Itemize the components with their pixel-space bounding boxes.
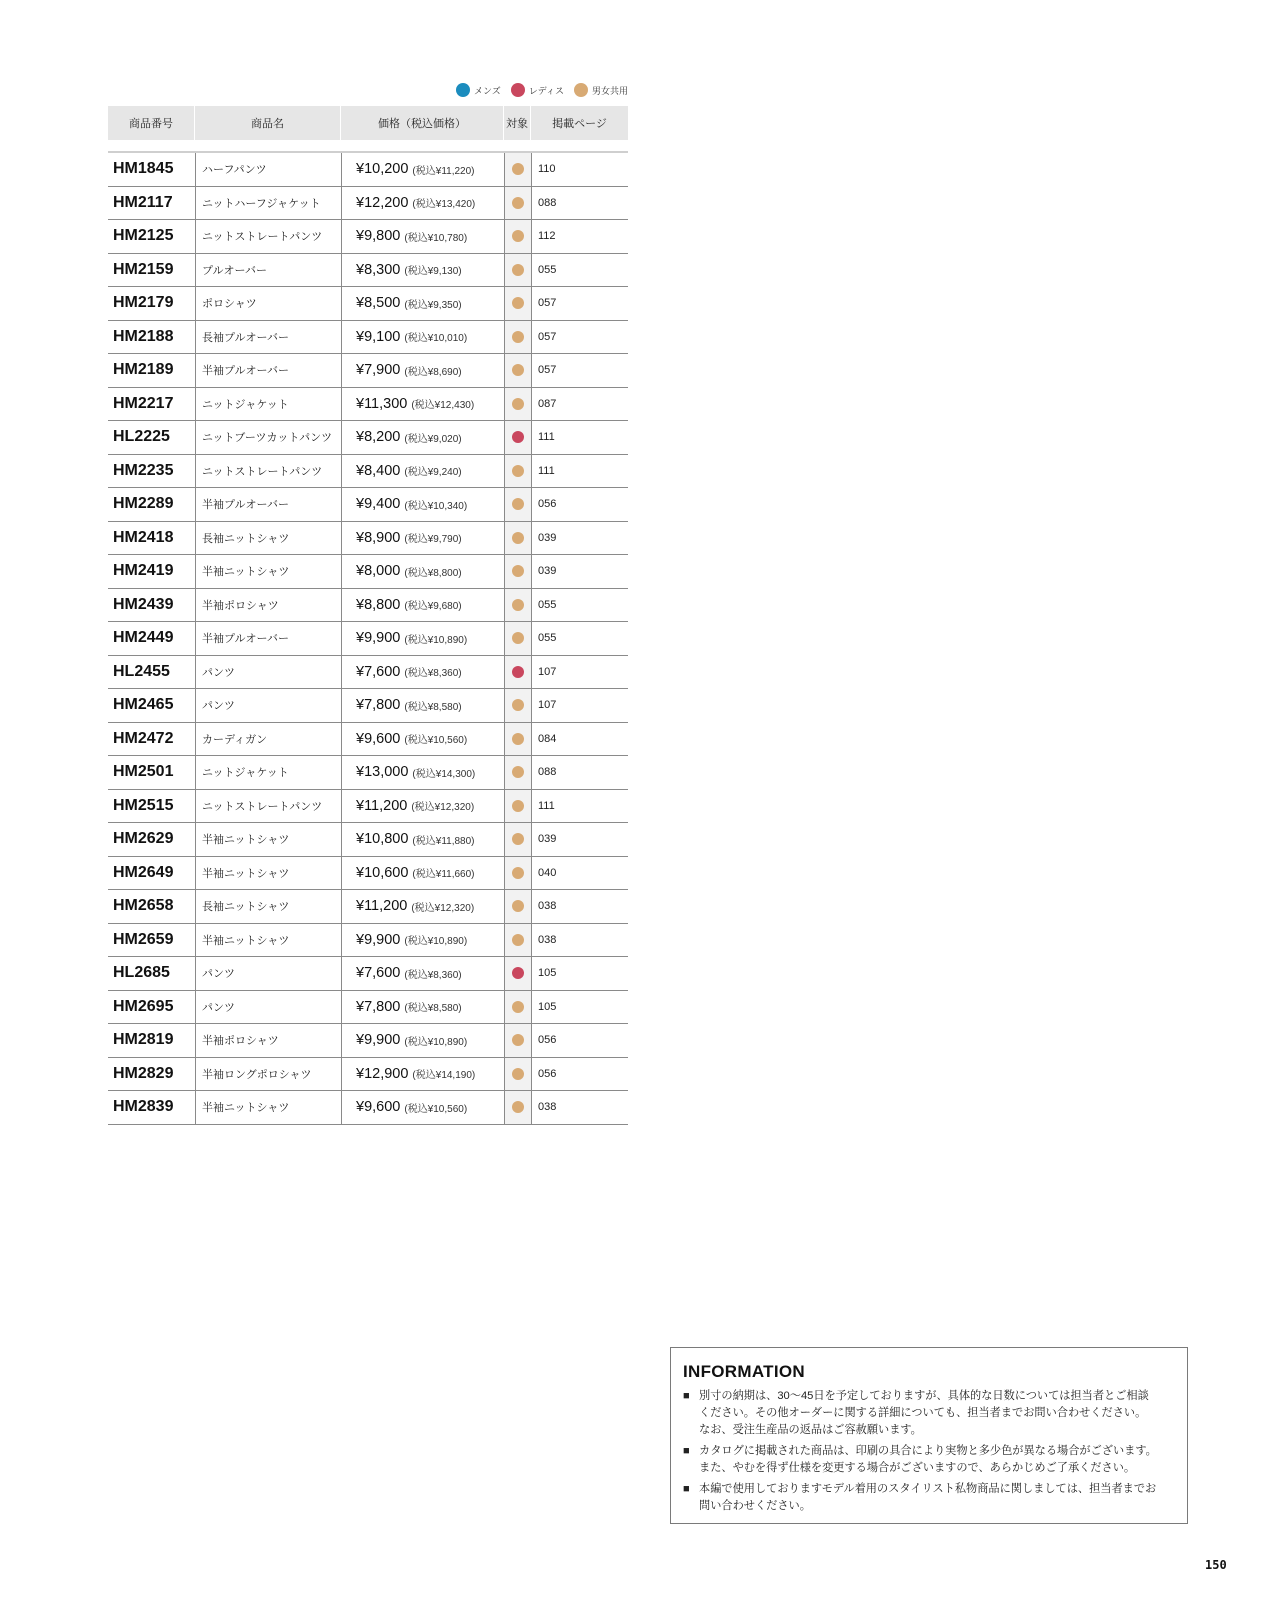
product-name: ニットハーフジャケット [195, 187, 341, 220]
price-value: ¥9,600 [356, 1099, 401, 1116]
information-text: カタログに掲載された商品は、印刷の具合により実物と多少色が異なる場合がございます。 また、やむを得ず仕様を変更する場合がございますので、あらかじめご了承ください。 [699, 1445, 1157, 1474]
target-unisex-dot [512, 297, 524, 309]
table-row [108, 589, 628, 623]
price-value: ¥9,800 [356, 228, 401, 245]
price-value: ¥7,600 [356, 663, 401, 680]
target-cell [504, 555, 531, 588]
price-value: ¥8,400 [356, 462, 401, 479]
target-unisex-dot [512, 1034, 524, 1046]
target-cell [504, 723, 531, 756]
target-unisex-dot [512, 900, 524, 912]
product-code: HM2501 [113, 763, 174, 781]
target-cell [504, 522, 531, 555]
price-value: ¥11,200 [356, 797, 408, 814]
legend-dot-mens [456, 83, 470, 97]
target-unisex-dot [512, 163, 524, 175]
information-title: INFORMATION [683, 1362, 805, 1381]
target-unisex-dot [512, 733, 524, 745]
target-unisex-dot [512, 498, 524, 510]
product-name: 半袖ポロシャツ [195, 1024, 341, 1057]
product-code: HM2449 [113, 629, 174, 647]
product-price [341, 555, 504, 588]
table-row [108, 321, 628, 355]
table-row [108, 254, 628, 288]
price-value: ¥10,600 [356, 864, 409, 881]
product-name: カーディガン [195, 723, 341, 756]
price-tax-included: (税込¥9,790) [404, 534, 462, 546]
price-value: ¥11,200 [356, 898, 408, 915]
product-name: ニットブーツカットパンツ [195, 421, 341, 454]
price-tax-included: (税込¥10,890) [404, 936, 468, 948]
product-name: 長袖ニットシャツ [195, 890, 341, 923]
square-bullet-icon: ■ [683, 1445, 690, 1457]
product-table [108, 106, 628, 1125]
price-tax-included: (税込¥10,890) [404, 634, 468, 646]
table-row [108, 388, 628, 422]
product-name: 長袖ニットシャツ [195, 522, 341, 555]
target-cell [504, 589, 531, 622]
table-body [108, 153, 628, 1125]
catalog-page: 038 [531, 1091, 628, 1124]
catalog-page: 057 [531, 321, 628, 354]
catalog-page: 111 [531, 455, 628, 488]
product-name: ニットストレートパンツ [195, 220, 341, 253]
catalog-page: 111 [531, 421, 628, 454]
table-row [108, 1058, 628, 1092]
catalog-page: 057 [531, 354, 628, 387]
product-code: HM2829 [113, 1064, 174, 1082]
legend-label: メンズ [473, 85, 501, 96]
information-box [670, 1347, 1188, 1524]
target-cell [504, 455, 531, 488]
product-price [341, 890, 504, 923]
information-text: 別寸の納期は、30〜45日を予定しておりますが、具体的な日数については担当者とご相談 ください。その他オーダーに関する詳細についても、担当者までお問い合わせください。 なお、受注生産品の返品はご容赦願います。 [699, 1390, 1149, 1436]
product-name: ニットジャケット [195, 388, 341, 421]
catalog-page: 056 [531, 488, 628, 521]
target-cell [504, 790, 531, 823]
price-value: ¥8,300 [356, 261, 401, 278]
target-cell [504, 890, 531, 923]
product-price [341, 1024, 504, 1057]
product-price [341, 287, 504, 320]
target-unisex-dot [512, 934, 524, 946]
price-value: ¥9,100 [356, 328, 401, 345]
target-legend [458, 82, 628, 98]
catalog-page: 107 [531, 656, 628, 689]
price-tax-included: (税込¥10,010) [404, 333, 468, 345]
product-code: HM2235 [113, 461, 174, 479]
product-name: 半袖ポロシャツ [195, 589, 341, 622]
price-value: ¥9,900 [356, 630, 401, 647]
product-price [341, 756, 504, 789]
product-name: 半袖ニットシャツ [195, 823, 341, 856]
information-text: 本編で使用しておりますモデル着用のスタイリスト私物商品に関しましては、担当者までお 問い合わせください。 [699, 1483, 1157, 1512]
price-tax-included: (税込¥11,660) [412, 869, 475, 881]
price-value: ¥12,200 [356, 194, 409, 211]
price-tax-included: (税込¥12,320) [411, 802, 475, 814]
price-value: ¥8,200 [356, 429, 401, 446]
product-price [341, 421, 504, 454]
product-name: 半袖プルオーバー [195, 622, 341, 655]
table-row [108, 857, 628, 891]
price-tax-included: (税込¥8,690) [404, 366, 462, 378]
product-price [341, 991, 504, 1024]
price-tax-included: (税込¥9,240) [404, 467, 462, 479]
legend-label: レディス [528, 85, 564, 96]
legend-dot-unisex [574, 83, 588, 97]
product-name: ニットジャケット [195, 756, 341, 789]
header-page: 掲載ページ [531, 106, 628, 140]
information-item [683, 1481, 1175, 1515]
target-unisex-dot [512, 599, 524, 611]
target-cell [504, 1024, 531, 1057]
product-name: パンツ [195, 957, 341, 990]
price-value: ¥9,900 [356, 1032, 401, 1049]
product-code: HM2217 [113, 394, 174, 412]
table-row [108, 723, 628, 757]
product-code: HM2659 [113, 930, 174, 948]
target-cell [504, 1058, 531, 1091]
price-tax-included: (税込¥11,880) [412, 835, 475, 847]
table-row [108, 187, 628, 221]
product-name: ハーフパンツ [195, 153, 341, 186]
catalog-page: 055 [531, 589, 628, 622]
target-cell [504, 622, 531, 655]
target-unisex-dot [512, 264, 524, 276]
table-row [108, 991, 628, 1025]
target-cell [504, 388, 531, 421]
product-code: HM2418 [113, 528, 174, 546]
catalog-page: 038 [531, 890, 628, 923]
product-code: HM2159 [113, 260, 174, 278]
product-price [341, 488, 504, 521]
page-number: 150 [1205, 1558, 1227, 1572]
target-cell [504, 187, 531, 220]
product-price [341, 656, 504, 689]
target-unisex-dot [512, 1101, 524, 1113]
catalog-page: 039 [531, 555, 628, 588]
product-name: 半袖ニットシャツ [195, 1091, 341, 1124]
target-ladies-dot [512, 967, 524, 979]
price-tax-included: (税込¥8,800) [404, 567, 462, 579]
price-tax-included: (税込¥12,430) [411, 400, 475, 412]
square-bullet-icon: ■ [683, 1390, 690, 1402]
table-row [108, 656, 628, 690]
target-unisex-dot [512, 230, 524, 242]
target-cell [504, 823, 531, 856]
information-item [683, 1388, 1175, 1439]
target-unisex-dot [512, 1001, 524, 1013]
catalog-page: 039 [531, 823, 628, 856]
catalog-page: 057 [531, 287, 628, 320]
catalog-page: 111 [531, 790, 628, 823]
product-name: パンツ [195, 991, 341, 1024]
target-unisex-dot [512, 398, 524, 410]
legend-item-mens [456, 83, 501, 97]
product-code: HM2649 [113, 863, 174, 881]
table-row [108, 522, 628, 556]
product-code: HM2472 [113, 729, 174, 747]
product-name: 半袖ロングポロシャツ [195, 1058, 341, 1091]
price-value: ¥8,900 [356, 529, 401, 546]
table-row [108, 756, 628, 790]
product-code: HM2658 [113, 897, 174, 915]
price-tax-included: (税込¥14,190) [412, 1070, 476, 1082]
price-tax-included: (税込¥13,420) [412, 199, 476, 211]
catalog-page: 084 [531, 723, 628, 756]
product-price [341, 388, 504, 421]
product-code: HM2465 [113, 696, 174, 714]
catalog-page: 110 [531, 153, 628, 186]
product-name: パンツ [195, 689, 341, 722]
target-cell [504, 1091, 531, 1124]
table-row [108, 689, 628, 723]
product-price [341, 790, 504, 823]
product-name: 半袖ニットシャツ [195, 555, 341, 588]
price-value: ¥13,000 [356, 764, 409, 781]
table-row [108, 287, 628, 321]
table-row [108, 1091, 628, 1125]
header-target: 対象 [504, 106, 531, 140]
product-price [341, 220, 504, 253]
catalog-page: 055 [531, 254, 628, 287]
product-code: HM2439 [113, 595, 174, 613]
legend-dot-ladies [511, 83, 525, 97]
product-price [341, 589, 504, 622]
target-cell [504, 857, 531, 890]
target-cell [504, 153, 531, 186]
price-value: ¥8,800 [356, 596, 401, 613]
target-cell [504, 991, 531, 1024]
target-unisex-dot [512, 632, 524, 644]
target-unisex-dot [512, 565, 524, 577]
target-unisex-dot [512, 197, 524, 209]
product-code: HL2455 [113, 662, 170, 680]
header-name: 商品名 [195, 106, 341, 140]
product-name: ニットストレートパンツ [195, 790, 341, 823]
price-tax-included: (税込¥14,300) [412, 768, 476, 780]
target-unisex-dot [512, 766, 524, 778]
product-code: HM2125 [113, 227, 174, 245]
target-cell [504, 321, 531, 354]
catalog-page: 112 [531, 220, 628, 253]
price-tax-included: (税込¥10,890) [404, 1036, 468, 1048]
catalog-page: 056 [531, 1058, 628, 1091]
product-name: 半袖プルオーバー [195, 354, 341, 387]
table-row [108, 790, 628, 824]
table-row [108, 924, 628, 958]
catalog-page: 088 [531, 187, 628, 220]
catalog-page: 056 [531, 1024, 628, 1057]
price-tax-included: (税込¥10,340) [404, 500, 468, 512]
table-row [108, 622, 628, 656]
price-value: ¥7,900 [356, 362, 401, 379]
product-name: 半袖ニットシャツ [195, 924, 341, 957]
legend-item-ladies [511, 83, 564, 97]
header-price: 価格（税込価格） [341, 106, 504, 140]
price-tax-included: (税込¥12,320) [411, 902, 475, 914]
product-code: HM2419 [113, 562, 174, 580]
target-unisex-dot [512, 465, 524, 477]
table-row [108, 455, 628, 489]
product-code: HM2117 [113, 193, 173, 211]
square-bullet-icon: ■ [683, 1483, 690, 1495]
price-tax-included: (税込¥9,020) [404, 433, 462, 445]
catalog-page: 105 [531, 957, 628, 990]
product-name: パンツ [195, 656, 341, 689]
product-code: HM2188 [113, 327, 174, 345]
price-tax-included: (税込¥8,360) [404, 668, 462, 680]
price-tax-included: (税込¥8,360) [404, 969, 462, 981]
price-value: ¥9,400 [356, 496, 401, 513]
product-price [341, 1091, 504, 1124]
target-unisex-dot [512, 1068, 524, 1080]
product-price [341, 455, 504, 488]
price-value: ¥7,800 [356, 998, 401, 1015]
product-price [341, 689, 504, 722]
target-cell [504, 756, 531, 789]
product-code: HM2839 [113, 1098, 174, 1116]
product-name: 半袖ニットシャツ [195, 857, 341, 890]
information-item [683, 1443, 1175, 1477]
price-value: ¥8,000 [356, 563, 401, 580]
table-row [108, 153, 628, 187]
price-tax-included: (税込¥11,220) [412, 165, 475, 177]
product-price [341, 622, 504, 655]
product-price [341, 857, 504, 890]
target-unisex-dot [512, 800, 524, 812]
table-row [108, 488, 628, 522]
price-tax-included: (税込¥10,560) [404, 1103, 468, 1115]
price-tax-included: (税込¥9,130) [404, 266, 462, 278]
product-price [341, 522, 504, 555]
price-value: ¥12,900 [356, 1065, 409, 1082]
product-price [341, 924, 504, 957]
target-unisex-dot [512, 867, 524, 879]
catalog-page: 039 [531, 522, 628, 555]
product-code: HL2225 [113, 428, 170, 446]
product-price [341, 187, 504, 220]
target-ladies-dot [512, 666, 524, 678]
product-code: HM2819 [113, 1031, 174, 1049]
table-row [108, 890, 628, 924]
target-cell [504, 220, 531, 253]
price-tax-included: (税込¥8,580) [404, 1003, 462, 1015]
catalog-page: 040 [531, 857, 628, 890]
price-value: ¥7,600 [356, 965, 401, 982]
price-value: ¥9,600 [356, 730, 401, 747]
product-price [341, 321, 504, 354]
product-code: HM1845 [113, 160, 174, 178]
target-ladies-dot [512, 431, 524, 443]
catalog-page: 107 [531, 689, 628, 722]
target-unisex-dot [512, 364, 524, 376]
target-unisex-dot [512, 833, 524, 845]
target-cell [504, 421, 531, 454]
target-cell [504, 689, 531, 722]
header-code: 商品番号 [108, 106, 195, 140]
table-row [108, 354, 628, 388]
product-name: 半袖プルオーバー [195, 488, 341, 521]
price-value: ¥10,200 [356, 161, 409, 178]
price-value: ¥8,500 [356, 295, 401, 312]
table-header [108, 106, 628, 140]
product-price [341, 153, 504, 186]
price-value: ¥11,300 [356, 395, 408, 412]
target-unisex-dot [512, 331, 524, 343]
product-price [341, 354, 504, 387]
table-row [108, 957, 628, 991]
product-code: HM2289 [113, 495, 174, 513]
price-tax-included: (税込¥10,780) [404, 232, 468, 244]
price-tax-included: (税込¥8,580) [404, 701, 462, 713]
price-tax-included: (税込¥9,680) [404, 601, 462, 613]
target-cell [504, 924, 531, 957]
legend-item-unisex [574, 83, 628, 97]
product-price [341, 957, 504, 990]
product-code: HM2179 [113, 294, 174, 312]
table-row [108, 555, 628, 589]
information-list [683, 1388, 1175, 1515]
table-row [108, 220, 628, 254]
catalog-page: 087 [531, 388, 628, 421]
target-cell [504, 957, 531, 990]
target-unisex-dot [512, 699, 524, 711]
product-name: ポロシャツ [195, 287, 341, 320]
table-row [108, 823, 628, 857]
table-row [108, 1024, 628, 1058]
price-tax-included: (税込¥9,350) [404, 299, 462, 311]
product-price [341, 823, 504, 856]
catalog-page: 038 [531, 924, 628, 957]
product-price [341, 723, 504, 756]
target-cell [504, 488, 531, 521]
product-code: HL2685 [113, 964, 170, 982]
table-row [108, 421, 628, 455]
target-cell [504, 354, 531, 387]
product-name: 長袖プルオーバー [195, 321, 341, 354]
catalog-page: 088 [531, 756, 628, 789]
catalog-page: 055 [531, 622, 628, 655]
legend-label: 男女共用 [591, 85, 628, 96]
product-price [341, 254, 504, 287]
price-value: ¥9,900 [356, 931, 401, 948]
price-value: ¥10,800 [356, 831, 409, 848]
target-cell [504, 656, 531, 689]
product-code: HM2629 [113, 830, 174, 848]
header-divider [108, 140, 628, 153]
product-code: HM2189 [113, 361, 174, 379]
target-cell [504, 287, 531, 320]
price-value: ¥7,800 [356, 697, 401, 714]
target-cell [504, 254, 531, 287]
target-unisex-dot [512, 532, 524, 544]
product-name: プルオーバー [195, 254, 341, 287]
product-name: ニットストレートパンツ [195, 455, 341, 488]
catalog-page: 105 [531, 991, 628, 1024]
price-tax-included: (税込¥10,560) [404, 735, 468, 747]
product-code: HM2695 [113, 997, 174, 1015]
product-code: HM2515 [113, 796, 174, 814]
product-price [341, 1058, 504, 1091]
